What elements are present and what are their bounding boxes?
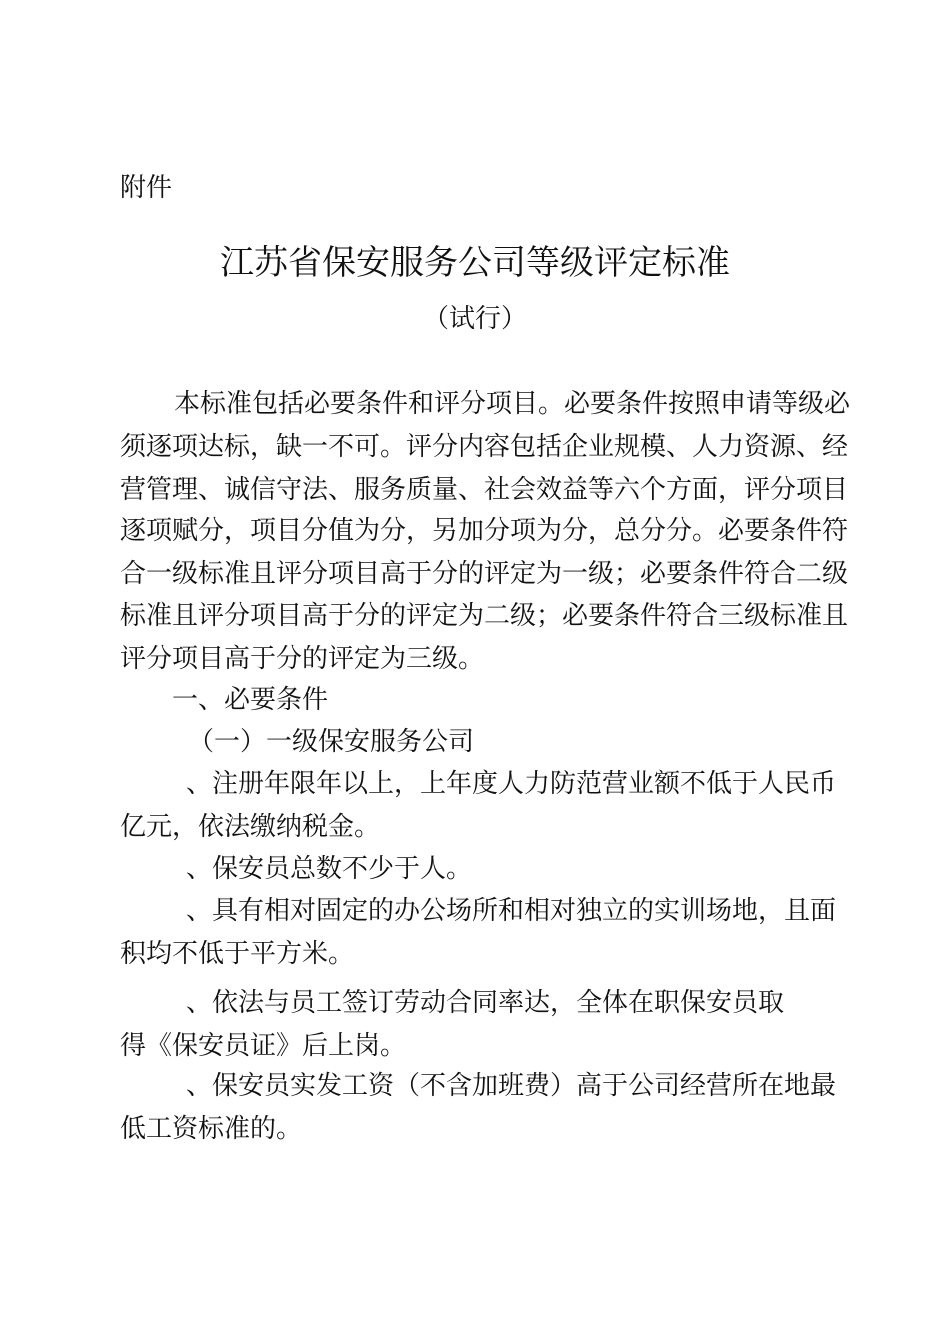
requirement-item-line: 、具有相对固定的办公场所和相对独立的实训场地，且面 xyxy=(186,896,837,926)
requirement-item-line: 亿元，依法缴纳税金。 xyxy=(120,812,381,842)
intro-line: 标准且评分项目高于分的评定为二级；必要条件符合三级标准且 xyxy=(120,601,849,631)
subsection-heading: （一）一级保安服务公司 xyxy=(188,727,475,757)
requirement-item-line: 、注册年限年以上，上年度人力防范营业额不低于人民币 xyxy=(186,769,837,799)
intro-line: 评分项目高于分的评定为三级。 xyxy=(120,644,485,674)
requirement-item-line: 积均不低于平方米。 xyxy=(120,939,355,969)
requirement-item-line: 、保安员总数不少于人。 xyxy=(186,854,473,884)
requirement-item-line: 、依法与员工签订劳动合同率达，全体在职保安员取 xyxy=(186,988,785,1018)
intro-line: 本标准包括必要条件和评分项目。必要条件按照申请等级必 xyxy=(174,389,851,419)
document-title: 江苏省保安服务公司等级评定标准 xyxy=(220,243,730,283)
intro-line: 逐项赋分，项目分值为分，另加分项为分，总分分。必要条件符 xyxy=(120,516,849,546)
attachment-label: 附件 xyxy=(120,173,173,203)
requirement-item-line: 、保安员实发工资（不含加班费）高于公司经营所在地最 xyxy=(186,1071,837,1101)
requirement-item-line: 得《保安员证》后上岗。 xyxy=(120,1031,407,1061)
section-heading: 一、必要条件 xyxy=(172,685,329,715)
intro-line: 须逐项达标，缺一不可。评分内容包括企业规模、人力资源、经 xyxy=(120,432,849,462)
intro-line: 营管理、诚信守法、服务质量、社会效益等六个方面，评分项目 xyxy=(120,475,849,505)
intro-line: 合一级标准且评分项目高于分的评定为一级；必要条件符合二级 xyxy=(120,559,849,589)
requirement-item-line: 低工资标准的。 xyxy=(120,1114,303,1144)
document-subtitle: （试行） xyxy=(422,304,527,334)
